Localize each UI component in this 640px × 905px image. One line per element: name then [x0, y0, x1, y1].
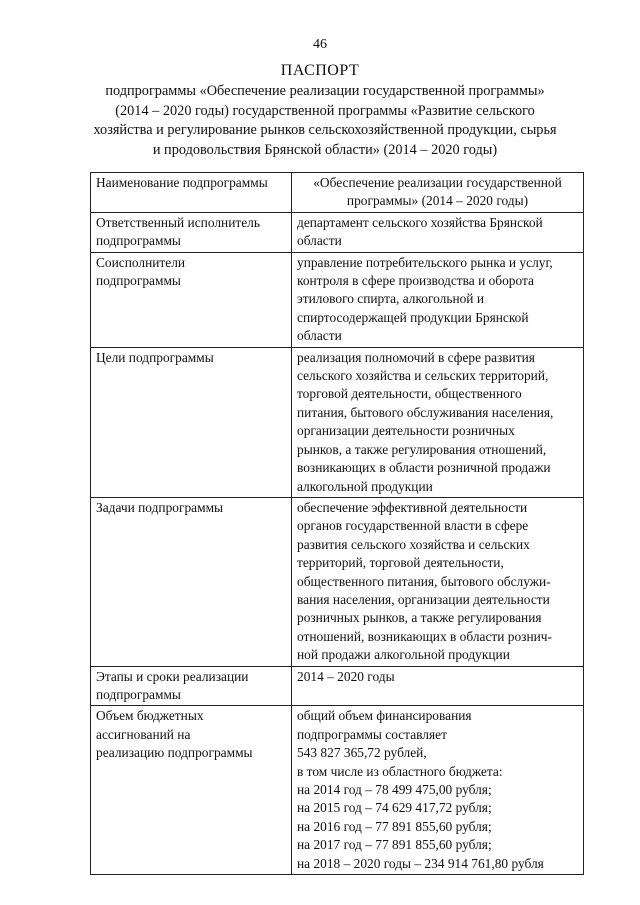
- cell-line: Соисполнители: [96, 254, 186, 270]
- cell-line: розничных рынков, а также регулирования: [297, 610, 542, 626]
- cell-line: Задачи подпрограммы: [96, 499, 224, 515]
- cell-line: на 2018 – 2020 годы – 234 914 761,80 рубля: [297, 855, 544, 871]
- row-name-cell: [91, 212, 292, 252]
- cell-line: подпрограммы: [96, 273, 181, 289]
- cell-line: Цели подпрограммы: [96, 349, 214, 365]
- cell-line: питания, бытового обслуживания населения,: [297, 404, 554, 420]
- cell-line: реализация полномочий в сфере развития: [297, 349, 535, 365]
- cell-line: ной продажи алкогольной продукции: [297, 647, 510, 663]
- cell-line: торговой деятельности, общественного: [297, 386, 522, 402]
- row-name-cell: [91, 497, 292, 666]
- row-name-cell: [91, 252, 292, 347]
- cell-line: организации деятельности розничных: [297, 423, 515, 439]
- row-value-cell: [292, 347, 584, 497]
- cell-line: алкогольной продукции: [297, 478, 433, 494]
- cell-line: сельского хозяйства и сельских территорий,: [297, 368, 549, 384]
- cell-line: развития сельского хозяйства и сельских: [297, 536, 530, 552]
- document-subtitle: [70, 82, 580, 160]
- cell-line: реализацию подпрограммы: [96, 745, 253, 761]
- cell-line: Ответственный исполнитель: [96, 214, 260, 230]
- row-value-cell: [292, 706, 584, 875]
- table-row: [91, 212, 584, 252]
- cell-line: Объем бюджетных: [96, 708, 204, 724]
- cell-line: «Обеспечение реализации государственной: [313, 175, 562, 190]
- cell-line: управление потребительского рынка и услуг,: [297, 254, 553, 270]
- cell-line: вания населения, организации деятельности: [297, 591, 550, 607]
- row-value-cell: [292, 666, 584, 706]
- document-heading: ПАСПОРТ: [280, 62, 360, 79]
- cell-line: подпрограммы составляет: [297, 726, 447, 742]
- subtitle-line: подпрограммы «Обеспечение реализации государственной программы»: [105, 83, 545, 99]
- cell-line: 543 827 365,72 рублей,: [297, 745, 427, 761]
- cell-line: возникающих в области розничной продажи: [297, 460, 551, 476]
- cell-line: общественного питания, бытового обслужи-: [297, 573, 551, 589]
- cell-line: подпрограммы: [96, 686, 181, 702]
- row-name-cell: [91, 173, 292, 213]
- row-value-cell: [292, 173, 584, 213]
- cell-line: в том числе из областного бюджета:: [297, 763, 503, 779]
- cell-line: ассигнований на: [96, 726, 191, 742]
- cell-line: на 2017 год – 77 891 855,60 рубля;: [297, 837, 492, 853]
- cell-line: департамент сельского хозяйства Брянской: [297, 214, 543, 230]
- cell-line: 2014 – 2020 годы: [297, 668, 395, 684]
- cell-line: подпрограммы: [96, 233, 181, 249]
- cell-line: на 2015 год – 74 629 417,72 рубля;: [297, 800, 492, 816]
- subtitle-line: (2014 – 2020 годы) государственной программы «Развитие сельского: [115, 102, 535, 119]
- cell-line: области: [297, 328, 342, 344]
- table-row: [91, 347, 584, 497]
- cell-line: общий объем финансирования: [297, 708, 472, 724]
- cell-line: спиртосодержащей продукции Брянской: [297, 309, 529, 325]
- table-row: [91, 497, 584, 666]
- row-name-cell: [91, 666, 292, 706]
- passport-table: [90, 172, 584, 875]
- cell-line: Этапы и сроки реализации: [96, 668, 249, 684]
- cell-line: органов государственной власти в сфере: [297, 518, 529, 534]
- table-row: [91, 173, 584, 213]
- row-value-cell: [292, 497, 584, 666]
- row-value-cell: [292, 212, 584, 252]
- cell-line: рынков, а также регулирования отношений,: [297, 441, 547, 457]
- cell-line: области: [297, 233, 342, 249]
- row-value-cell: [292, 252, 584, 347]
- row-name-cell: [91, 347, 292, 497]
- cell-line: программы» (2014 – 2020 годы): [346, 193, 529, 209]
- cell-line: контроля в сфере производства и оборота: [297, 273, 534, 289]
- cell-line: отношений, возникающих в области рознич-: [297, 628, 552, 644]
- cell-line: на 2014 год – 78 499 475,00 рубля;: [297, 782, 492, 797]
- cell-line: Наименование подпрограммы: [96, 175, 268, 190]
- cell-line: территорий, торговой деятельности,: [297, 555, 504, 571]
- page-number: 46: [313, 37, 327, 52]
- subtitle-line: и продовольствия Брянской области» (2014 – 2020 годы): [152, 141, 498, 158]
- cell-line: этилового спирта, алкогольной и: [297, 291, 484, 307]
- table-row: [91, 706, 584, 875]
- cell-line: на 2016 год – 77 891 855,60 рубля;: [297, 818, 492, 834]
- subtitle-line: хозяйства и регулирование рынков сельскохозяйственной продукции, сырья: [93, 122, 557, 138]
- table-row: [91, 666, 584, 706]
- row-name-cell: [91, 706, 292, 875]
- cell-line: обеспечение эффективной деятельности: [297, 499, 528, 515]
- table-row: [91, 252, 584, 347]
